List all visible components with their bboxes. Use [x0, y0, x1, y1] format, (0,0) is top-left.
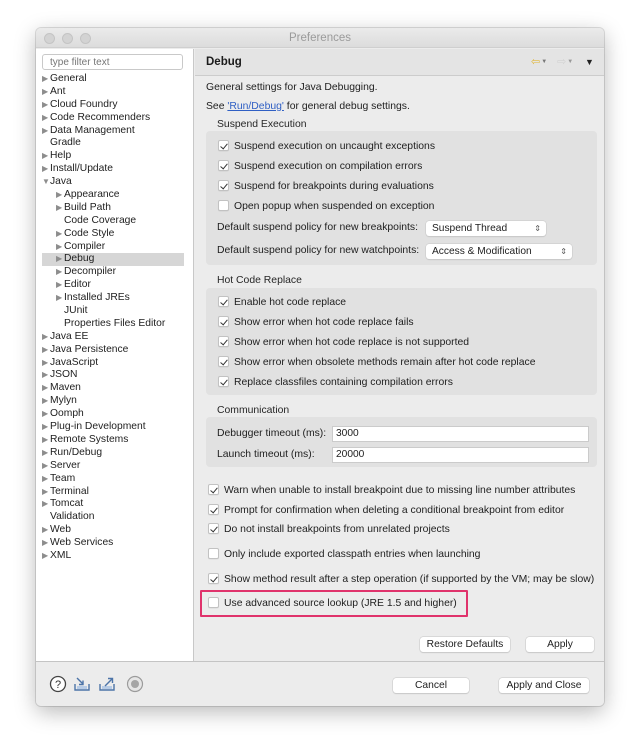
- collapsed-triangle-icon[interactable]: ▶: [42, 499, 49, 509]
- tree-item-code-recommenders[interactable]: [42, 112, 184, 125]
- breakpoint-policy-label: Default suspend policy for new breakpoints:: [217, 222, 418, 233]
- hcr-fails-error-checkbox[interactable]: [218, 316, 414, 330]
- suspend-uncaught-exceptions-checkbox[interactable]: [218, 140, 435, 154]
- tree-item-help[interactable]: [42, 150, 184, 163]
- tree-item-label: Server: [50, 459, 81, 471]
- tree-item-label: Code Recommenders: [50, 111, 151, 123]
- open-popup-on-exception-checkbox[interactable]: [218, 200, 434, 214]
- preferences-tree-pane: [36, 49, 194, 661]
- collapsed-triangle-icon[interactable]: ▶: [42, 74, 49, 83]
- collapsed-triangle-icon[interactable]: ▶: [56, 228, 63, 238]
- checkbox-icon[interactable]: [208, 597, 219, 608]
- forward-dropdown-icon[interactable]: ▼: [567, 59, 574, 66]
- import-icon[interactable]: [73, 675, 91, 693]
- collapsed-triangle-icon[interactable]: ▶: [56, 267, 63, 277]
- tree-item-java-persistence[interactable]: [42, 344, 184, 357]
- collapsed-triangle-icon[interactable]: ▶: [42, 164, 49, 174]
- collapsed-triangle-icon[interactable]: ▶: [42, 125, 49, 135]
- zoom-window-button[interactable]: [80, 33, 91, 44]
- window-title: Preferences: [288, 32, 351, 44]
- tree-item-appearance[interactable]: [42, 189, 184, 202]
- view-menu-button[interactable]: [585, 56, 594, 68]
- minimize-window-button[interactable]: [62, 33, 73, 44]
- collapsed-triangle-icon[interactable]: ▶: [56, 293, 63, 303]
- svg-text:?: ?: [54, 679, 62, 691]
- expanded-triangle-icon[interactable]: ▼: [42, 177, 50, 187]
- checkbox-label: Use advanced source lookup (JRE 1.5 and higher): [224, 598, 457, 609]
- back-arrow-icon: ⇦: [531, 56, 541, 68]
- collapsed-triangle-icon[interactable]: ▶: [42, 357, 49, 367]
- checkbox-label: Warn when unable to install breakpoint due to missing line number attributes: [224, 485, 576, 496]
- tree-item-label: JUnit: [64, 305, 88, 317]
- preferences-window: [36, 28, 604, 706]
- collapsed-triangle-icon[interactable]: ▶: [42, 550, 49, 560]
- debugger-timeout-input[interactable]: 3000: [332, 426, 589, 442]
- tree-item-mylyn[interactable]: [42, 395, 184, 408]
- close-window-button[interactable]: [44, 33, 55, 44]
- communication-group: [206, 417, 597, 467]
- updown-chevron-icon: ⇕: [560, 247, 567, 256]
- launch-timeout-label: Launch timeout (ms):: [217, 449, 315, 460]
- cancel-button[interactable]: Cancel: [393, 678, 469, 693]
- checkbox-icon[interactable]: [218, 356, 229, 367]
- tree-item-label: Validation: [50, 511, 95, 523]
- tree-item-web[interactable]: [42, 524, 184, 537]
- page-title: Debug: [206, 56, 242, 68]
- collapsed-triangle-icon[interactable]: ▶: [42, 422, 49, 432]
- checkbox-icon[interactable]: [218, 200, 229, 211]
- tree-item-label: Run/Debug: [50, 446, 103, 458]
- suspend-breakpoints-evaluations-checkbox[interactable]: [218, 180, 434, 194]
- tree-item-label: Java: [50, 176, 72, 188]
- restore-defaults-button[interactable]: Restore Defaults: [420, 637, 510, 652]
- run-debug-reference: [206, 101, 410, 112]
- obsolete-methods-error-checkbox[interactable]: [218, 356, 536, 370]
- tree-item-label: Appearance: [64, 189, 120, 201]
- tree-item-label: Help: [50, 150, 72, 162]
- tree-item-gradle[interactable]: [42, 137, 184, 150]
- checkbox-icon[interactable]: [208, 548, 219, 559]
- tree-item-xml[interactable]: [42, 550, 184, 563]
- exported-classpath-only-checkbox[interactable]: [208, 548, 480, 562]
- enable-hot-code-replace-checkbox[interactable]: [218, 296, 346, 310]
- replace-classfiles-checkbox[interactable]: [218, 376, 453, 390]
- dialog-footer: [36, 661, 604, 706]
- tree-item-label: Debug: [64, 253, 95, 265]
- checkbox-label: Prompt for confirmation when deleting a conditional breakpoint from editor: [224, 505, 565, 516]
- checkbox-label: Enable hot code replace: [234, 297, 347, 308]
- tree-item-compiler[interactable]: [42, 241, 184, 254]
- tree-item-terminal[interactable]: [42, 486, 184, 499]
- checkbox-label: Only include exported classpath entries when launching: [224, 549, 481, 560]
- checkbox-label: Replace classfiles containing compilation errors: [234, 377, 453, 388]
- tree-item-editor[interactable]: [42, 279, 184, 292]
- checkbox-icon[interactable]: [218, 296, 229, 307]
- collapsed-triangle-icon[interactable]: ▶: [42, 331, 49, 341]
- collapsed-triangle-icon[interactable]: ▶: [56, 280, 63, 290]
- checkbox-label: Suspend execution on uncaught exceptions: [234, 141, 436, 152]
- tree-item-general[interactable]: [42, 73, 184, 86]
- tree-item-label: Java EE: [50, 330, 89, 342]
- watchpoint-policy-select[interactable]: [426, 244, 572, 259]
- collapsed-triangle-icon[interactable]: ▶: [42, 486, 49, 496]
- tree-item-cloud-foundry[interactable]: [42, 99, 184, 112]
- tree-item-label: Mylyn: [50, 395, 77, 407]
- checkbox-icon[interactable]: [208, 573, 219, 584]
- checkbox-icon[interactable]: [218, 140, 229, 151]
- checkbox-label: Show error when obsolete methods remain after hot code replace: [234, 357, 536, 368]
- tree-item-team[interactable]: [42, 473, 184, 486]
- collapsed-triangle-icon[interactable]: ▶: [42, 447, 49, 457]
- apply-and-close-button[interactable]: Apply and Close: [499, 678, 589, 693]
- see-suffix-text: for general debug settings.: [283, 101, 410, 112]
- page-description: General settings for Java Debugging.: [206, 82, 378, 93]
- tree-item-debug[interactable]: [42, 253, 184, 266]
- collapsed-triangle-icon[interactable]: ▶: [42, 370, 49, 380]
- tree-item-label: Code Coverage: [64, 214, 137, 226]
- checkbox-label: Open popup when suspended on exception: [234, 201, 435, 212]
- tree-item-label: Maven: [50, 382, 81, 394]
- tree-item-installed-jres[interactable]: [42, 292, 184, 305]
- suspend-execution-label: Suspend Execution: [217, 119, 307, 130]
- hot-code-replace-group: [206, 288, 597, 395]
- tree-item-label: Oomph: [50, 408, 84, 420]
- run-debug-link[interactable]: 'Run/Debug': [227, 101, 284, 112]
- collapsed-triangle-icon[interactable]: ▶: [42, 151, 49, 161]
- tree-item-code-coverage[interactable]: [42, 215, 184, 228]
- collapsed-triangle-icon[interactable]: ▶: [42, 538, 49, 548]
- back-button[interactable]: [531, 56, 547, 68]
- tree-item-label: Plug-in Development: [50, 421, 146, 433]
- page-header: [195, 49, 604, 76]
- tree-item-web-services[interactable]: [42, 537, 184, 550]
- debugger-timeout-label: Debugger timeout (ms):: [217, 428, 327, 439]
- tree-item-java[interactable]: [42, 176, 184, 189]
- record-icon[interactable]: [126, 675, 144, 693]
- tree-item-remote-systems[interactable]: [42, 434, 184, 447]
- help-icon[interactable]: [49, 675, 67, 693]
- show-method-result-checkbox[interactable]: [208, 573, 594, 587]
- tree-item-maven[interactable]: [42, 382, 184, 395]
- checkbox-label: Suspend for breakpoints during evaluations: [234, 181, 434, 192]
- tree-item-label: JavaScript: [50, 356, 99, 368]
- suspend-compilation-errors-checkbox[interactable]: [218, 160, 422, 174]
- tree-item-label: Web: [50, 524, 71, 536]
- collapsed-triangle-icon[interactable]: ▶: [42, 473, 49, 483]
- collapsed-triangle-icon[interactable]: ▶: [42, 396, 49, 406]
- view-menu-icon: ▼: [585, 57, 594, 67]
- prompt-delete-conditional-breakpoint-checkbox[interactable]: [208, 504, 564, 518]
- checkbox-icon[interactable]: [208, 484, 219, 495]
- tree-item-label: Decompiler: [64, 266, 117, 278]
- tree-item-label: Gradle: [50, 137, 81, 149]
- warn-missing-line-numbers-checkbox[interactable]: [208, 484, 575, 498]
- preferences-tree: [42, 73, 184, 563]
- collapsed-triangle-icon[interactable]: ▶: [56, 241, 63, 251]
- tree-item-label: Web Services: [50, 537, 114, 549]
- hot-code-replace-label: Hot Code Replace: [217, 275, 302, 286]
- tree-item-label: Editor: [64, 279, 91, 291]
- tree-item-install-update[interactable]: [42, 163, 184, 176]
- tree-item-server[interactable]: [42, 460, 184, 473]
- filter-input[interactable]: [42, 54, 183, 70]
- suspend-execution-group: [206, 131, 597, 265]
- tree-item-build-path[interactable]: [42, 202, 184, 215]
- back-dropdown-icon[interactable]: ▼: [541, 59, 548, 66]
- checkbox-icon[interactable]: [208, 504, 219, 515]
- collapsed-triangle-icon[interactable]: ▶: [42, 383, 49, 393]
- tree-item-properties-files-editor[interactable]: [42, 318, 184, 331]
- launch-timeout-input[interactable]: 20000: [332, 447, 589, 463]
- see-prefix-text: See: [206, 101, 228, 112]
- checkbox-label: Show error when hot code replace is not supported: [234, 337, 470, 348]
- collapsed-triangle-icon[interactable]: ▶: [42, 460, 49, 470]
- tree-item-code-style[interactable]: [42, 228, 184, 241]
- checkbox-label: Show error when hot code replace fails: [234, 317, 414, 328]
- tree-item-json[interactable]: [42, 369, 184, 382]
- tree-item-label: Team: [50, 472, 76, 484]
- tree-item-data-management[interactable]: [42, 125, 184, 138]
- tree-item-label: Build Path: [64, 201, 111, 213]
- tree-item-label: Code Style: [64, 227, 115, 239]
- tree-item-label: Terminal: [50, 485, 89, 497]
- tree-item-javascript[interactable]: [42, 357, 184, 370]
- collapsed-triangle-icon[interactable]: ▶: [42, 344, 49, 354]
- tree-item-plug-in-development[interactable]: [42, 421, 184, 434]
- tree-item-label: JSON: [50, 369, 78, 381]
- tree-item-label: Install/Update: [50, 163, 113, 175]
- apply-button[interactable]: Apply: [526, 637, 594, 652]
- export-icon[interactable]: [98, 675, 116, 693]
- collapsed-triangle-icon[interactable]: ▶: [42, 86, 49, 96]
- tree-item-label: XML: [50, 549, 72, 561]
- tree-item-label: Tomcat: [50, 498, 84, 510]
- tree-item-validation[interactable]: [42, 511, 184, 524]
- tree-item-ant[interactable]: [42, 86, 184, 99]
- no-unrelated-breakpoints-checkbox[interactable]: [208, 523, 450, 537]
- title-bar: [36, 28, 604, 48]
- hcr-not-supported-error-checkbox[interactable]: [218, 336, 469, 350]
- tree-item-label: Ant: [50, 85, 66, 97]
- checkbox-label: Suspend execution on compilation errors: [234, 161, 423, 172]
- collapsed-triangle-icon[interactable]: ▶: [56, 190, 63, 200]
- advanced-source-lookup-checkbox[interactable]: [208, 597, 457, 611]
- checkbox-label: Show method result after a step operation (if supported by the VM; may be slow): [224, 574, 595, 585]
- breakpoint-policy-select[interactable]: [426, 221, 546, 236]
- checkbox-icon[interactable]: [218, 316, 229, 327]
- collapsed-triangle-icon[interactable]: ▶: [42, 99, 49, 109]
- tree-item-decompiler[interactable]: [42, 266, 184, 279]
- checkbox-icon[interactable]: [218, 180, 229, 191]
- watchpoint-policy-label: Default suspend policy for new watchpoints:: [217, 245, 420, 256]
- tree-item-run-debug[interactable]: [42, 447, 184, 460]
- checkbox-icon[interactable]: [218, 376, 229, 387]
- tree-item-tomcat[interactable]: [42, 498, 184, 511]
- tree-item-label: Data Management: [50, 124, 135, 136]
- checkbox-icon[interactable]: [208, 523, 219, 534]
- updown-chevron-icon: ⇕: [534, 224, 541, 233]
- tree-item-label: Cloud Foundry: [50, 98, 118, 110]
- communication-label: Communication: [217, 405, 290, 416]
- collapsed-triangle-icon[interactable]: ▶: [56, 254, 63, 264]
- checkbox-label: Do not install breakpoints from unrelated projects: [224, 524, 450, 535]
- tree-item-label: Compiler: [64, 240, 106, 252]
- forward-arrow-icon: ⇨: [557, 56, 567, 68]
- tree-item-label: Java Persistence: [50, 343, 129, 355]
- tree-item-label: Installed JREs: [64, 292, 130, 304]
- tree-item-java-ee[interactable]: [42, 331, 184, 344]
- tree-item-label: General: [50, 73, 87, 84]
- checkbox-icon[interactable]: [218, 160, 229, 171]
- tree-item-label: Remote Systems: [50, 433, 129, 445]
- checkbox-icon[interactable]: [218, 336, 229, 347]
- tree-item-label: Properties Files Editor: [64, 317, 166, 329]
- breakpoint-policy-value: Suspend Thread: [432, 223, 508, 234]
- forward-button[interactable]: [557, 56, 573, 68]
- collapsed-triangle-icon[interactable]: ▶: [56, 202, 63, 212]
- collapsed-triangle-icon[interactable]: ▶: [42, 525, 49, 535]
- collapsed-triangle-icon[interactable]: ▶: [42, 112, 49, 122]
- watchpoint-policy-value: Access & Modification: [432, 246, 532, 257]
- collapsed-triangle-icon[interactable]: ▶: [42, 409, 49, 419]
- tree-item-junit[interactable]: [42, 305, 184, 318]
- debug-preference-page: [195, 49, 604, 661]
- tree-item-oomph[interactable]: [42, 408, 184, 421]
- collapsed-triangle-icon[interactable]: ▶: [42, 434, 49, 444]
